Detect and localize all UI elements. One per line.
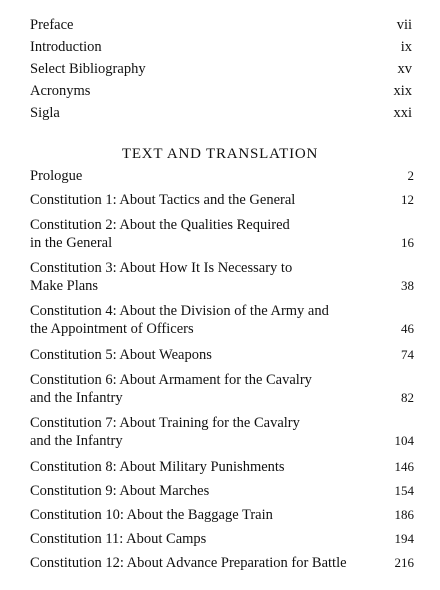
entry-title	[30, 302, 401, 338]
toc-entry	[30, 214, 414, 252]
entry-page: 216	[394, 555, 414, 570]
entry-title	[30, 371, 401, 407]
toc-entry	[30, 502, 414, 524]
entry-title-line: Constitution 5: About Weapons	[30, 347, 212, 363]
toc-entry	[30, 550, 414, 572]
entry-title	[30, 259, 401, 295]
toc-entry	[30, 187, 414, 209]
entry-page: 46	[401, 321, 414, 336]
toc-entry	[30, 369, 414, 407]
toc-entry	[30, 166, 414, 185]
entry-title-line: Constitution 11: About Camps	[30, 531, 207, 547]
entry-page: 194	[394, 531, 414, 546]
toc-list	[30, 166, 414, 572]
entry-page: 38	[401, 278, 414, 293]
entry-title-line: Constitution 3: About How It Is Necessary to	[30, 260, 293, 276]
section-heading: TEXT AND TRANSLATION	[121, 146, 319, 162]
toc-entry	[30, 412, 414, 450]
entry-title	[30, 414, 395, 450]
entry-page: 12	[401, 192, 414, 207]
entry-title-line: Constitution 8: About Military Punishments	[30, 459, 285, 475]
front-matter-list	[30, 17, 412, 127]
entry-title-line: and the Infantry	[30, 433, 123, 449]
front-matter-entry	[30, 17, 412, 39]
entry-title-line: and the Infantry	[30, 390, 123, 406]
entry-title	[30, 506, 395, 524]
entry-title-line: Constitution 2: About the Qualities Required	[30, 217, 290, 233]
entry-title-line: Constitution 7: About Training for the Cavalry	[30, 415, 300, 431]
toc-entry	[30, 257, 414, 295]
entry-page: 104	[394, 433, 414, 448]
entry-page: 82	[401, 390, 414, 405]
entry-page: vii	[396, 17, 412, 33]
entry-page: ix	[400, 39, 412, 55]
entry-title: Select Bibliography	[30, 61, 146, 77]
toc-entry	[30, 300, 414, 338]
entry-page: 186	[394, 507, 414, 522]
toc-entry	[30, 526, 414, 548]
entry-title-line: Prologue	[30, 168, 83, 184]
entry-title-line: Constitution 9: About Marches	[30, 483, 210, 499]
entry-title-line: in the General	[30, 235, 113, 251]
entry-title	[30, 216, 401, 252]
front-matter-entry	[30, 61, 412, 83]
entry-title: Preface	[30, 17, 74, 33]
entry-title: Acronyms	[30, 83, 91, 99]
toc-entry	[30, 454, 414, 476]
entry-page: 74	[401, 347, 414, 362]
entry-title	[30, 530, 395, 548]
entry-title	[30, 458, 395, 476]
entry-page: 16	[401, 235, 414, 250]
entry-page: 146	[394, 459, 414, 474]
entry-title-line: Constitution 1: About Tactics and the General	[30, 192, 296, 208]
front-matter-entry	[30, 83, 412, 105]
entry-page: xv	[397, 61, 412, 77]
entry-title	[30, 554, 395, 572]
toc-entry	[30, 342, 414, 364]
front-matter-entry	[30, 105, 412, 127]
entry-page: 2	[407, 168, 414, 183]
entry-title: Introduction	[30, 39, 102, 55]
front-matter-entry	[30, 39, 412, 61]
entry-title-line: Constitution 12: About Advance Preparation for Battle	[30, 555, 347, 571]
entry-title-line: the Appointment of Officers	[30, 321, 194, 337]
entry-title: Sigla	[30, 105, 60, 121]
entry-title-line: Constitution 4: About the Division of the Army and	[30, 303, 329, 319]
toc-entry	[30, 478, 414, 500]
entry-page: 154	[394, 483, 414, 498]
entry-title	[30, 191, 401, 209]
entry-title	[30, 482, 395, 500]
entry-title-line: Constitution 6: About Armament for the Cavalry	[30, 372, 312, 388]
entry-title	[30, 346, 401, 364]
entry-title-line: Make Plans	[30, 278, 99, 294]
entry-page: xxi	[393, 105, 412, 121]
entry-title	[30, 167, 408, 185]
entry-page: xix	[393, 83, 412, 99]
entry-title-line: Constitution 10: About the Baggage Train	[30, 507, 273, 523]
